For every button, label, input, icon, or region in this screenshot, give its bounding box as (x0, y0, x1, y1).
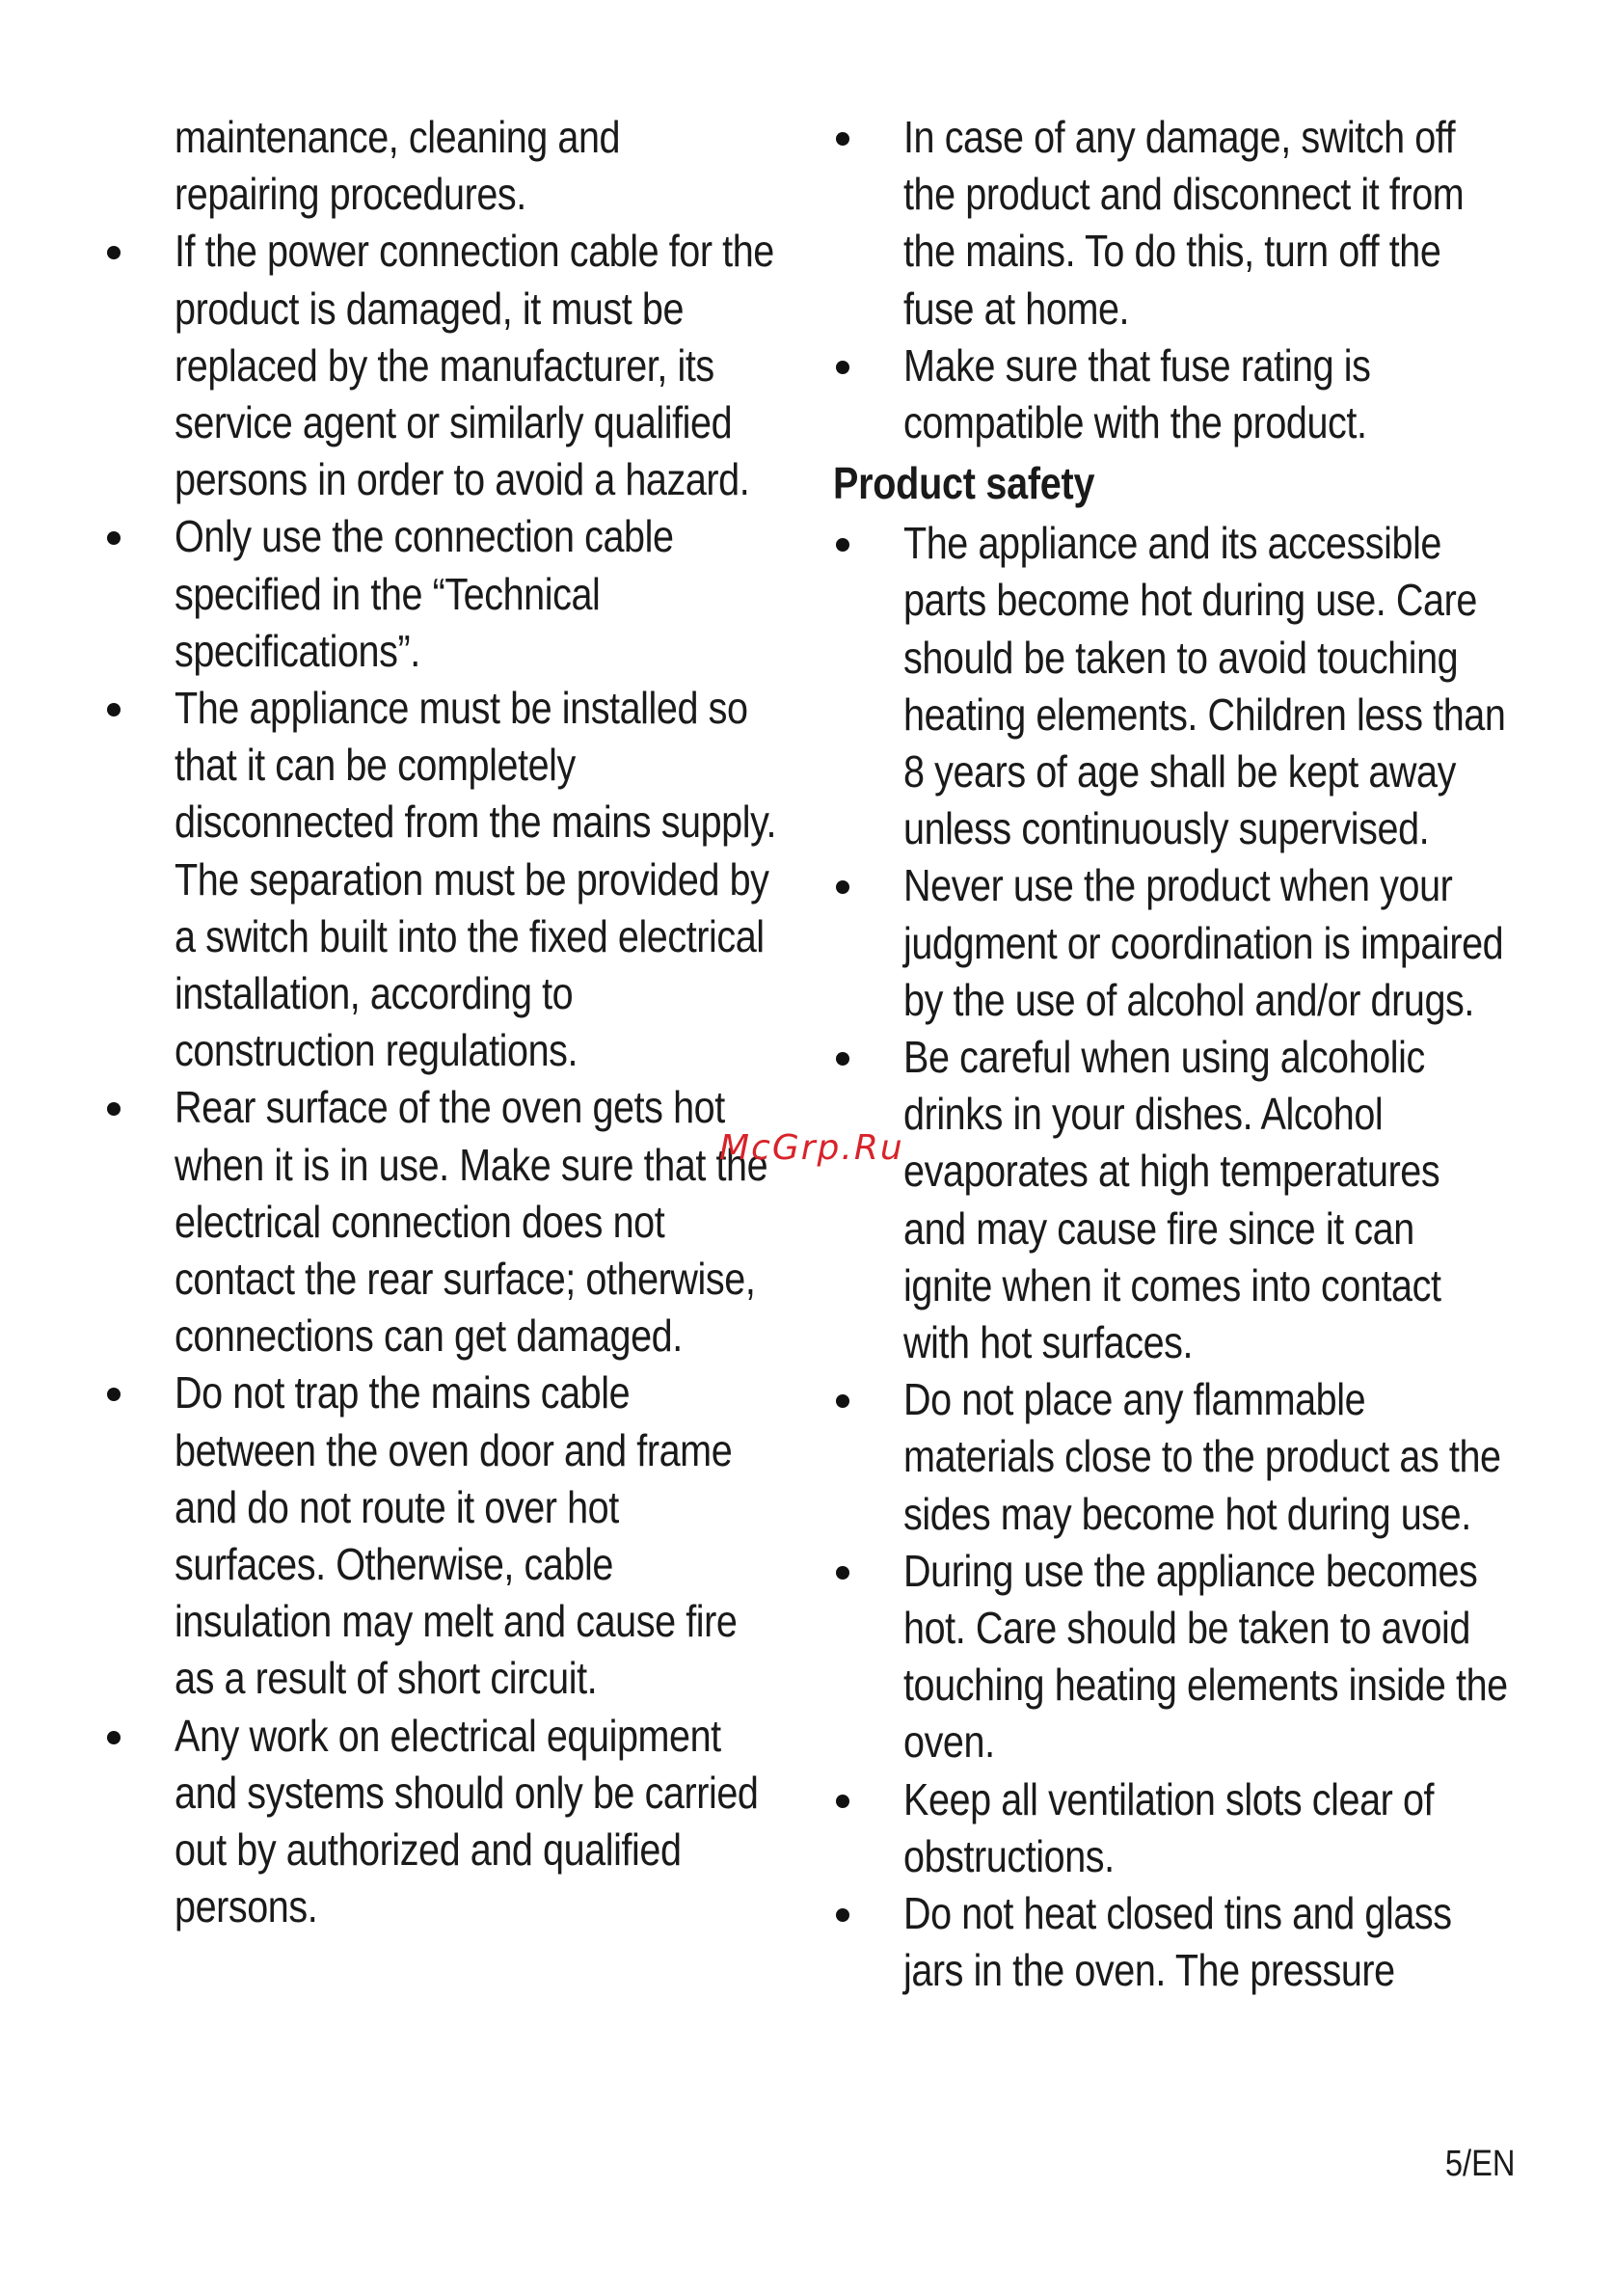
list-item-text: Make sure that fuse rating is compatible with the product. (903, 339, 1371, 448)
bullet-icon (836, 132, 849, 146)
bullet-icon (836, 538, 849, 552)
list-item-text: The appliance and its accessible parts become hot during use. Care should be taken to avoid touching heating elements. Children less than 8 years of age shall be kept away unless continuously supervised. (903, 518, 1506, 854)
continuation-text: maintenance, cleaning and repairing procedures. (175, 112, 621, 220)
list-item (104, 1079, 779, 1364)
list-item-text: Do not heat closed tins and glass jars in the oven. The pressure (903, 1888, 1452, 1996)
bullet-icon (107, 1102, 121, 1116)
list-item-text: During use the appliance becomes hot. Care should be taken to avoid touching heating elements inside the oven. (903, 1545, 1508, 1768)
list-item (833, 1771, 1508, 1885)
list-item-text: Do not place any flammable materials close to the product as the sides may become hot during use. (903, 1374, 1501, 1539)
list-item (833, 1029, 1508, 1371)
bullet-icon (107, 246, 121, 259)
list-item (833, 515, 1508, 857)
section-heading: Product safety (833, 458, 1095, 509)
list-item (833, 1885, 1508, 1999)
bullet-icon (107, 1388, 121, 1401)
list-item (833, 338, 1508, 451)
list-item-text: Be careful when using alcoholic drinks in your dishes. Alcohol evaporates at high temperatures and may cause fire since it can ignite when it comes into contact with hot surfaces. (903, 1032, 1441, 1368)
list-item-text: If the power connection cable for the product is damaged, it must be replaced by the manufacturer, its service agent or similarly qualified persons in order to avoid a hazard. (175, 226, 774, 505)
list-item (833, 109, 1508, 338)
list-item-text: Keep all ventilation slots clear of obstructions. (903, 1773, 1435, 1881)
bullet-icon (836, 361, 849, 374)
watermark: McGrp.Ru (719, 1128, 904, 1168)
list-item (104, 223, 779, 508)
bullet-icon (836, 880, 849, 894)
bullet-icon (836, 1908, 849, 1922)
list-item-text: Any work on electrical equipment and systems should only be carried out by authorized and qualified persons. (175, 1710, 759, 1932)
right-column (833, 109, 1508, 2000)
list-item (104, 680, 779, 1079)
bullet-icon (836, 1795, 849, 1808)
list-item (833, 857, 1508, 1029)
list-item-text: Only use the connection cable specified in the “Technical specifications”. (175, 511, 674, 676)
list-item (833, 1543, 1508, 1771)
list-item-text: Never use the product when your judgment or coordination is impaired by the use of alcohol and/or drugs. (903, 860, 1504, 1025)
list-item (104, 508, 779, 680)
list-item-text: Rear surface of the oven gets hot when it is in use. Make sure that the electrical connection does not contact the rear surface; otherwise, connections can get damaged. (175, 1082, 768, 1362)
list-item (833, 1371, 1508, 1543)
bullet-icon (107, 1731, 121, 1744)
list-item-text: In case of any damage, switch off the product and disconnect it from the mains. To do this, turn off the fuse at home. (903, 112, 1465, 334)
bullet-icon (836, 1566, 849, 1580)
page-number: 5/EN (1444, 2144, 1515, 2184)
bullet-icon (107, 531, 121, 545)
list-item (104, 1708, 779, 1936)
list-item-text: The appliance must be installed so that it can be completely disconnected from the mains supply. The separation must be provided by a switch built into the fixed electrical installation, according to construction regulations. (175, 683, 777, 1076)
left-column (104, 109, 779, 1936)
list-item-text: Do not trap the mains cable between the oven door and frame and do not route it over hot surfaces. Otherwise, cable insulation may melt and cause fire as a result of short circuit. (175, 1367, 738, 1704)
bullet-icon (107, 703, 121, 716)
bullet-icon (836, 1394, 849, 1408)
bullet-icon (836, 1052, 849, 1066)
list-item (104, 1364, 779, 1707)
